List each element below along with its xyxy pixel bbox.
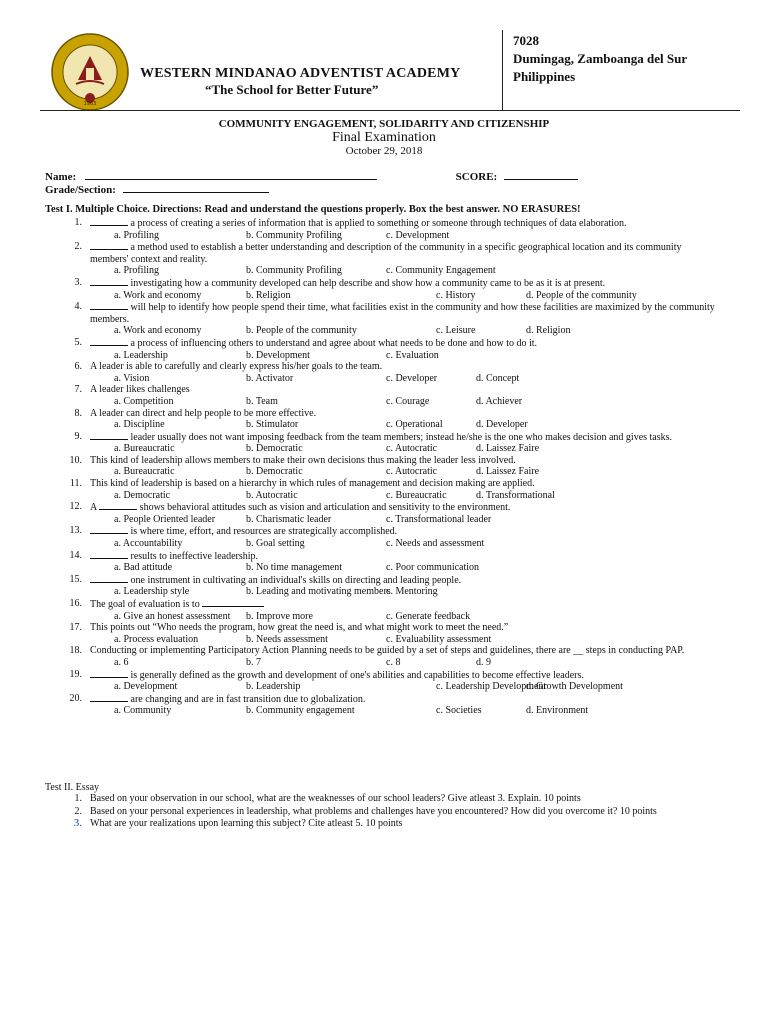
essay-item bbox=[52, 818, 722, 830]
answer-blank[interactable] bbox=[90, 525, 128, 534]
name-field[interactable] bbox=[85, 170, 377, 180]
answer-blank[interactable] bbox=[90, 277, 128, 286]
question-number: 15. bbox=[69, 573, 82, 585]
essay-number: 2. bbox=[74, 805, 82, 817]
question-number: 12. bbox=[69, 501, 82, 513]
answer-option[interactable]: c. Autocratic bbox=[386, 443, 438, 455]
question-item bbox=[52, 361, 722, 373]
answer-option[interactable]: a. Bureaucratic bbox=[114, 466, 175, 478]
answer-blank[interactable] bbox=[202, 598, 264, 607]
question-text: will help to identify how people spend their time, what facilities exist in the community and how these facilities are maximized by the community members. bbox=[90, 302, 715, 325]
essay-text: Based on your observation in our school, what are the weaknesses of our school leaders? Give atleast 3. Explain. 10 points bbox=[90, 793, 581, 804]
school-motto: “The School for Better Future” bbox=[205, 82, 379, 97]
essay-item bbox=[52, 793, 722, 805]
question-text: a process of influencing others to understand and agree about what needs to be done and how to do it. bbox=[130, 337, 538, 349]
test1-heading: Test I. Multiple Choice. Directions: Read and understand the questions properly. Box the best answer. NO ERASURES! bbox=[45, 204, 581, 215]
subject-title: COMMUNITY ENGAGEMENT, SOLIDARITY AND CITIZENSHIP bbox=[218, 118, 550, 130]
answer-option[interactable]: d. Environment bbox=[526, 705, 589, 717]
answer-option[interactable]: b. Goal setting bbox=[246, 538, 305, 550]
options-row bbox=[52, 611, 722, 623]
question-text: This kind of leadership allows members to make their own decisions thus making the leader less involved. bbox=[90, 454, 516, 466]
answer-option[interactable]: b. No time management bbox=[246, 562, 343, 574]
address-town: Dumingag, Zamboanga del Sur bbox=[513, 51, 688, 66]
answer-option[interactable]: b. Community Profiling bbox=[246, 229, 342, 241]
question-item bbox=[52, 277, 722, 290]
answer-option[interactable]: c. 8 bbox=[386, 656, 401, 668]
options-row bbox=[52, 265, 722, 277]
question-number: 4. bbox=[74, 301, 82, 313]
question-number: 11. bbox=[69, 478, 82, 490]
answer-option[interactable]: c. Generate feedback bbox=[386, 610, 471, 622]
question-item bbox=[52, 525, 722, 538]
options-row bbox=[52, 230, 722, 242]
question-item bbox=[52, 550, 722, 563]
answer-option[interactable]: d. Religion bbox=[526, 325, 571, 337]
question-text: a method used to establish a better understanding and description of the community in a specific geographical location and its community members' context and reality. bbox=[90, 242, 682, 265]
question-prefix: A bbox=[90, 502, 100, 514]
answer-option[interactable]: a. Accountability bbox=[114, 538, 183, 550]
school-seal-icon bbox=[50, 32, 130, 112]
options-row bbox=[52, 562, 722, 574]
answer-option[interactable]: a. Leadership bbox=[114, 349, 168, 361]
answer-option[interactable]: b. Community Profiling bbox=[246, 265, 342, 277]
score-field[interactable] bbox=[504, 170, 578, 180]
student-fields bbox=[45, 170, 578, 196]
answer-blank[interactable] bbox=[90, 693, 128, 702]
exam-date: October 29, 2018 bbox=[345, 145, 423, 157]
question-item bbox=[52, 301, 722, 325]
options-row bbox=[52, 325, 722, 337]
essay-number: 3. bbox=[73, 817, 82, 830]
answer-option[interactable]: d. Developer bbox=[476, 419, 528, 431]
question-text: is where time, effort, and resources are strategically accomplished. bbox=[130, 526, 398, 538]
answer-option[interactable]: b. Autocratic bbox=[246, 489, 298, 501]
answer-option[interactable]: c. Leisure bbox=[436, 325, 476, 337]
answer-option[interactable]: c. Transformational leader bbox=[386, 513, 492, 525]
answer-option[interactable]: b. Improve more bbox=[246, 610, 313, 622]
options-row bbox=[52, 705, 722, 717]
question-item bbox=[52, 408, 722, 420]
question-text: are changing and are in fast transition due to globalization. bbox=[130, 693, 366, 705]
answer-option[interactable]: a. Bad attitude bbox=[114, 562, 173, 574]
options-row bbox=[52, 681, 722, 693]
answer-option[interactable]: c. Poor communication bbox=[386, 562, 480, 574]
question-item bbox=[52, 693, 722, 706]
answer-option[interactable]: c. Evaluability assessment bbox=[386, 633, 492, 645]
question-text: a process of creating a series of information that is applied to something or someone through techniques of data elaboration. bbox=[130, 218, 627, 229]
school-name: WESTERN MINDANAO ADVENTIST ACADEMY bbox=[140, 66, 461, 81]
options-row bbox=[52, 419, 722, 431]
answer-option[interactable]: b. Democratic bbox=[246, 466, 303, 478]
answer-option[interactable]: d. 9 bbox=[476, 656, 491, 668]
question-item bbox=[52, 384, 722, 396]
question-list bbox=[52, 217, 722, 717]
answer-option[interactable]: c. Needs and assessment bbox=[386, 538, 485, 550]
answer-option[interactable]: a. Community bbox=[114, 705, 172, 717]
question-text: leader usually does not want imposing feedback from the team members; instead he/she is the one who makes decision and gives tasks. bbox=[130, 431, 673, 443]
question-text: A leader is able to carefully and clearly express his/her goals to the team. bbox=[90, 361, 383, 373]
answer-option[interactable]: b. Needs assessment bbox=[246, 633, 328, 645]
answer-option[interactable]: a. Profiling bbox=[114, 229, 159, 241]
answer-option[interactable]: c. Evaluation bbox=[386, 349, 439, 361]
options-row bbox=[52, 538, 722, 550]
options-row bbox=[52, 290, 722, 302]
question-item bbox=[52, 598, 722, 611]
answer-option[interactable]: c. Developer bbox=[386, 372, 438, 384]
answer-option[interactable]: a. 6 bbox=[114, 656, 129, 668]
options-row bbox=[52, 466, 722, 478]
answer-option[interactable]: c. Leadership Development bbox=[436, 681, 547, 693]
answer-option[interactable]: b. Democratic bbox=[246, 443, 303, 455]
svg-text:1963: 1963 bbox=[83, 101, 97, 107]
question-text: one instrument in cultivating an individual's skills on directing and leading people. bbox=[130, 574, 462, 586]
header-divider-vertical bbox=[502, 30, 503, 110]
answer-option[interactable]: a. Leadership style bbox=[114, 586, 190, 598]
answer-blank[interactable] bbox=[90, 574, 128, 583]
answer-option[interactable]: b. Religion bbox=[246, 289, 291, 301]
options-row bbox=[52, 490, 722, 502]
options-row bbox=[52, 634, 722, 646]
answer-option[interactable]: b. Leading and motivating members bbox=[246, 586, 391, 598]
answer-option[interactable]: b. Development bbox=[246, 349, 310, 361]
essay-number: 1. bbox=[74, 793, 82, 804]
answer-option[interactable]: c. Mentoring bbox=[386, 586, 438, 598]
question-number: 19. bbox=[69, 668, 82, 680]
answer-option[interactable]: a. Process evaluation bbox=[114, 633, 199, 645]
question-item bbox=[52, 478, 722, 490]
answer-option[interactable]: a. Competition bbox=[114, 395, 174, 407]
question-number: 18. bbox=[69, 645, 82, 657]
question-item bbox=[52, 645, 722, 657]
question-number: 8. bbox=[74, 407, 82, 419]
answer-blank[interactable] bbox=[99, 501, 137, 510]
school-address bbox=[513, 32, 687, 86]
answer-option[interactable]: b. Stimulator bbox=[246, 419, 299, 431]
answer-option[interactable]: d. Laissez Faire bbox=[476, 466, 540, 478]
answer-option[interactable]: d. Transformational bbox=[476, 489, 555, 501]
question-item bbox=[52, 337, 722, 350]
answer-option[interactable]: d. People of the community bbox=[526, 289, 637, 301]
question-number: 17. bbox=[69, 622, 82, 634]
question-text: This points out “Who needs the program, how great the need is, and what might work to meet the need.” bbox=[90, 622, 509, 634]
essay-list bbox=[52, 793, 722, 831]
answer-blank[interactable] bbox=[90, 431, 128, 440]
name-label: Name: bbox=[45, 171, 77, 183]
address-country: Philippines bbox=[513, 69, 576, 84]
question-number: 20. bbox=[69, 692, 82, 704]
answer-option[interactable]: a. Discipline bbox=[114, 419, 165, 431]
answer-blank[interactable] bbox=[90, 550, 128, 559]
question-text: shows behavioral attitudes such as vision and articulation and sensitivity to the environment. bbox=[139, 502, 511, 514]
options-row bbox=[52, 657, 722, 669]
answer-blank[interactable] bbox=[90, 241, 128, 250]
question-item bbox=[52, 669, 722, 682]
essay-text: What are your realizations upon learning this subject? Cite atleast 5. 10 points bbox=[90, 818, 403, 830]
question-number: 5. bbox=[74, 336, 82, 348]
grade-section-field[interactable] bbox=[123, 183, 269, 193]
question-number: 16. bbox=[69, 598, 82, 609]
answer-option[interactable]: c. Operational bbox=[386, 419, 443, 431]
question-number: 1. bbox=[74, 217, 82, 228]
answer-option[interactable]: d. Growth Development bbox=[526, 681, 623, 693]
answer-option[interactable]: c. Bureaucratic bbox=[386, 489, 447, 501]
answer-option[interactable]: a. Work and economy bbox=[114, 289, 202, 301]
answer-blank[interactable] bbox=[90, 669, 128, 678]
zip-code: 7028 bbox=[513, 33, 539, 48]
essay-text: Based on your personal experiences in leadership, what problems and challenges have you encountered? How did you overcome it? 10 points bbox=[90, 805, 657, 817]
answer-option[interactable]: a. Bureaucratic bbox=[114, 443, 175, 455]
answer-option[interactable]: a. Democratic bbox=[114, 489, 171, 501]
answer-option[interactable]: a. Development bbox=[114, 681, 178, 693]
question-text: A leader likes challenges bbox=[90, 384, 190, 396]
test2-heading: Test II. Essay bbox=[45, 782, 100, 793]
question-text: This kind of leadership is based on a hierarchy in which rules of management and decision making are applied. bbox=[90, 478, 535, 490]
answer-option[interactable]: b. Charismatic leader bbox=[246, 513, 332, 525]
answer-option[interactable]: c. History bbox=[436, 289, 476, 301]
question-text: results to ineffective leadership. bbox=[130, 550, 259, 562]
question-text: is generally defined as the growth and development of one's abilities and capabilities to become effective leaders. bbox=[130, 669, 584, 681]
options-row bbox=[52, 373, 722, 385]
options-row bbox=[52, 443, 722, 455]
answer-option[interactable]: d. Laissez Faire bbox=[476, 443, 540, 455]
question-text: A leader can direct and help people to be more effective. bbox=[90, 407, 317, 419]
answer-option[interactable]: a. People Oriented leader bbox=[114, 513, 216, 525]
question-item bbox=[52, 431, 722, 444]
question-item bbox=[52, 501, 722, 514]
question-number: 10. bbox=[69, 454, 82, 466]
answer-option[interactable]: c. Courage bbox=[386, 395, 430, 407]
question-item bbox=[52, 622, 722, 634]
answer-option[interactable]: c. Community Engagement bbox=[386, 265, 496, 277]
essay-item bbox=[52, 806, 722, 818]
answer-option[interactable]: a. Give an honest assessment bbox=[114, 610, 231, 622]
question-number: 7. bbox=[74, 384, 82, 396]
question-number: 2. bbox=[74, 241, 82, 253]
options-row bbox=[52, 396, 722, 408]
options-row bbox=[52, 514, 722, 526]
answer-option[interactable]: c. Autocratic bbox=[386, 466, 438, 478]
answer-blank[interactable] bbox=[90, 337, 128, 346]
exam-title: Final Examination bbox=[332, 130, 436, 145]
answer-blank[interactable] bbox=[90, 301, 128, 310]
answer-option[interactable]: c. Societies bbox=[436, 705, 482, 717]
question-text: Conducting or implementing Participatory Action Planning needs to be guided by a set of steps and guidelines, there are __ steps in conducting PAP. bbox=[90, 645, 685, 657]
answer-option[interactable]: b. 7 bbox=[246, 656, 261, 668]
answer-option[interactable]: b. Activator bbox=[246, 372, 294, 384]
options-row bbox=[52, 350, 722, 362]
answer-option[interactable]: c. Development bbox=[386, 229, 450, 241]
answer-option[interactable]: a. Vision bbox=[114, 372, 150, 384]
score-label: SCORE: bbox=[455, 171, 498, 183]
question-number: 13. bbox=[69, 525, 82, 537]
question-item bbox=[52, 241, 722, 265]
question-item bbox=[52, 455, 722, 467]
answer-option[interactable]: a. Profiling bbox=[114, 265, 159, 277]
question-text: The goal of evaluation is to bbox=[90, 599, 200, 610]
answer-option[interactable]: b. Community engagement bbox=[246, 705, 355, 717]
question-item bbox=[52, 217, 722, 230]
question-number: 3. bbox=[74, 276, 82, 288]
options-row bbox=[52, 586, 722, 598]
answer-option[interactable]: b. Leadership bbox=[246, 681, 301, 693]
answer-blank[interactable] bbox=[90, 217, 128, 226]
answer-option[interactable]: b. Team bbox=[246, 395, 278, 407]
answer-option[interactable]: b. People of the community bbox=[246, 325, 357, 337]
answer-option[interactable]: a. Work and economy bbox=[114, 325, 202, 337]
grade-section-label: Grade/Section: bbox=[45, 184, 116, 196]
question-text: investigating how a community developed can help describe and show how a community came to be as it is at present. bbox=[130, 277, 606, 289]
header-divider-horizontal bbox=[40, 110, 740, 111]
question-item bbox=[52, 574, 722, 587]
question-number: 6. bbox=[74, 361, 82, 373]
answer-option[interactable]: d. Concept bbox=[476, 372, 520, 384]
question-number: 14. bbox=[69, 549, 82, 561]
answer-option[interactable]: d. Achiever bbox=[476, 395, 523, 407]
question-number: 9. bbox=[74, 430, 82, 442]
